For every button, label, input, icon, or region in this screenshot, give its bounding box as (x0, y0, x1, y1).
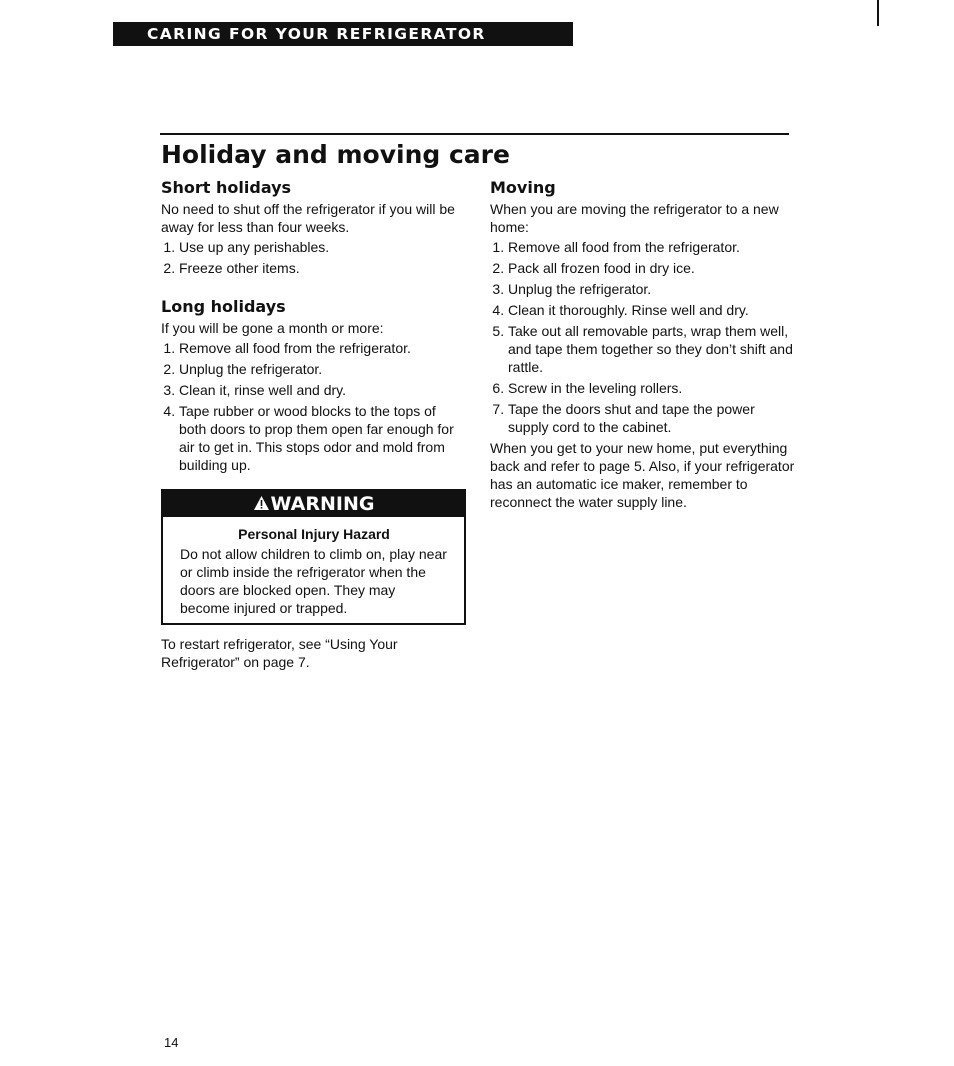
section-header-text: CARING FOR YOUR REFRIGERATOR (147, 25, 486, 43)
left-column (161, 178, 466, 671)
warning-text: Do not allow children to climb on, play near or climb inside the refrigerator when the doors are blocked open. They may become injured or trapped. (180, 546, 447, 616)
long-holidays-steps (161, 339, 466, 474)
long-holidays-intro: If you will be gone a month or more: (161, 320, 384, 336)
moving-closing: When you get to your new home, put everything back and refer to page 5. Also, if your refrigerator has an automatic ice maker, remember to reconnect the water supply line. (490, 440, 795, 510)
list-item: 1. Remove all food from the refrigerator. (508, 238, 795, 256)
list-item: 2. Freeze other items. (179, 259, 466, 277)
short-holidays-heading: Short holidays (161, 178, 292, 197)
list-item: 5. Take out all removable parts, wrap them well, and tape them together so they don’t shift and rattle. (508, 322, 795, 376)
moving-steps (490, 238, 795, 436)
page-number: 14 (164, 1035, 179, 1050)
right-column (490, 178, 795, 511)
warning-box (161, 489, 466, 625)
list-item: 4. Tape rubber or wood blocks to the tops of both doors to prop them open far enough for air to get in. This stops odor and mold from building up. (179, 402, 466, 474)
list-item: 6. Screw in the leveling rollers. (508, 379, 795, 397)
list-item: 3. Clean it, rinse well and dry. (179, 381, 466, 399)
short-holidays-intro: No need to shut off the refrigerator if you will be away for less than four weeks. (161, 201, 455, 235)
moving-intro: When you are moving the refrigerator to a new home: (490, 201, 779, 235)
warning-subheading: Personal Injury Hazard (238, 526, 390, 542)
list-item: 2. Unplug the refrigerator. (179, 360, 466, 378)
warning-triangle-icon (253, 491, 270, 517)
list-item: 3. Unplug the refrigerator. (508, 280, 795, 298)
title-rule (160, 133, 789, 135)
list-item: 2. Pack all frozen food in dry ice. (508, 259, 795, 277)
list-item: 1. Use up any perishables. (179, 238, 466, 256)
list-item: 4. Clean it thoroughly. Rinse well and dry. (508, 301, 795, 319)
warning-body (163, 517, 464, 623)
section-header (113, 22, 573, 46)
list-item: 7. Tape the doors shut and tape the power supply cord to the cabinet. (508, 400, 795, 436)
long-holidays-heading: Long holidays (161, 297, 286, 316)
warning-label: WARNING (270, 493, 375, 515)
moving-heading: Moving (490, 178, 556, 197)
edge-mark (877, 0, 879, 26)
page-title: Holiday and moving care (161, 140, 510, 169)
warning-header (163, 491, 464, 517)
restart-note: To restart refrigerator, see “Using Your Refrigerator” on page 7. (161, 636, 398, 670)
list-item: 1. Remove all food from the refrigerator. (179, 339, 466, 357)
short-holidays-steps (161, 238, 466, 277)
